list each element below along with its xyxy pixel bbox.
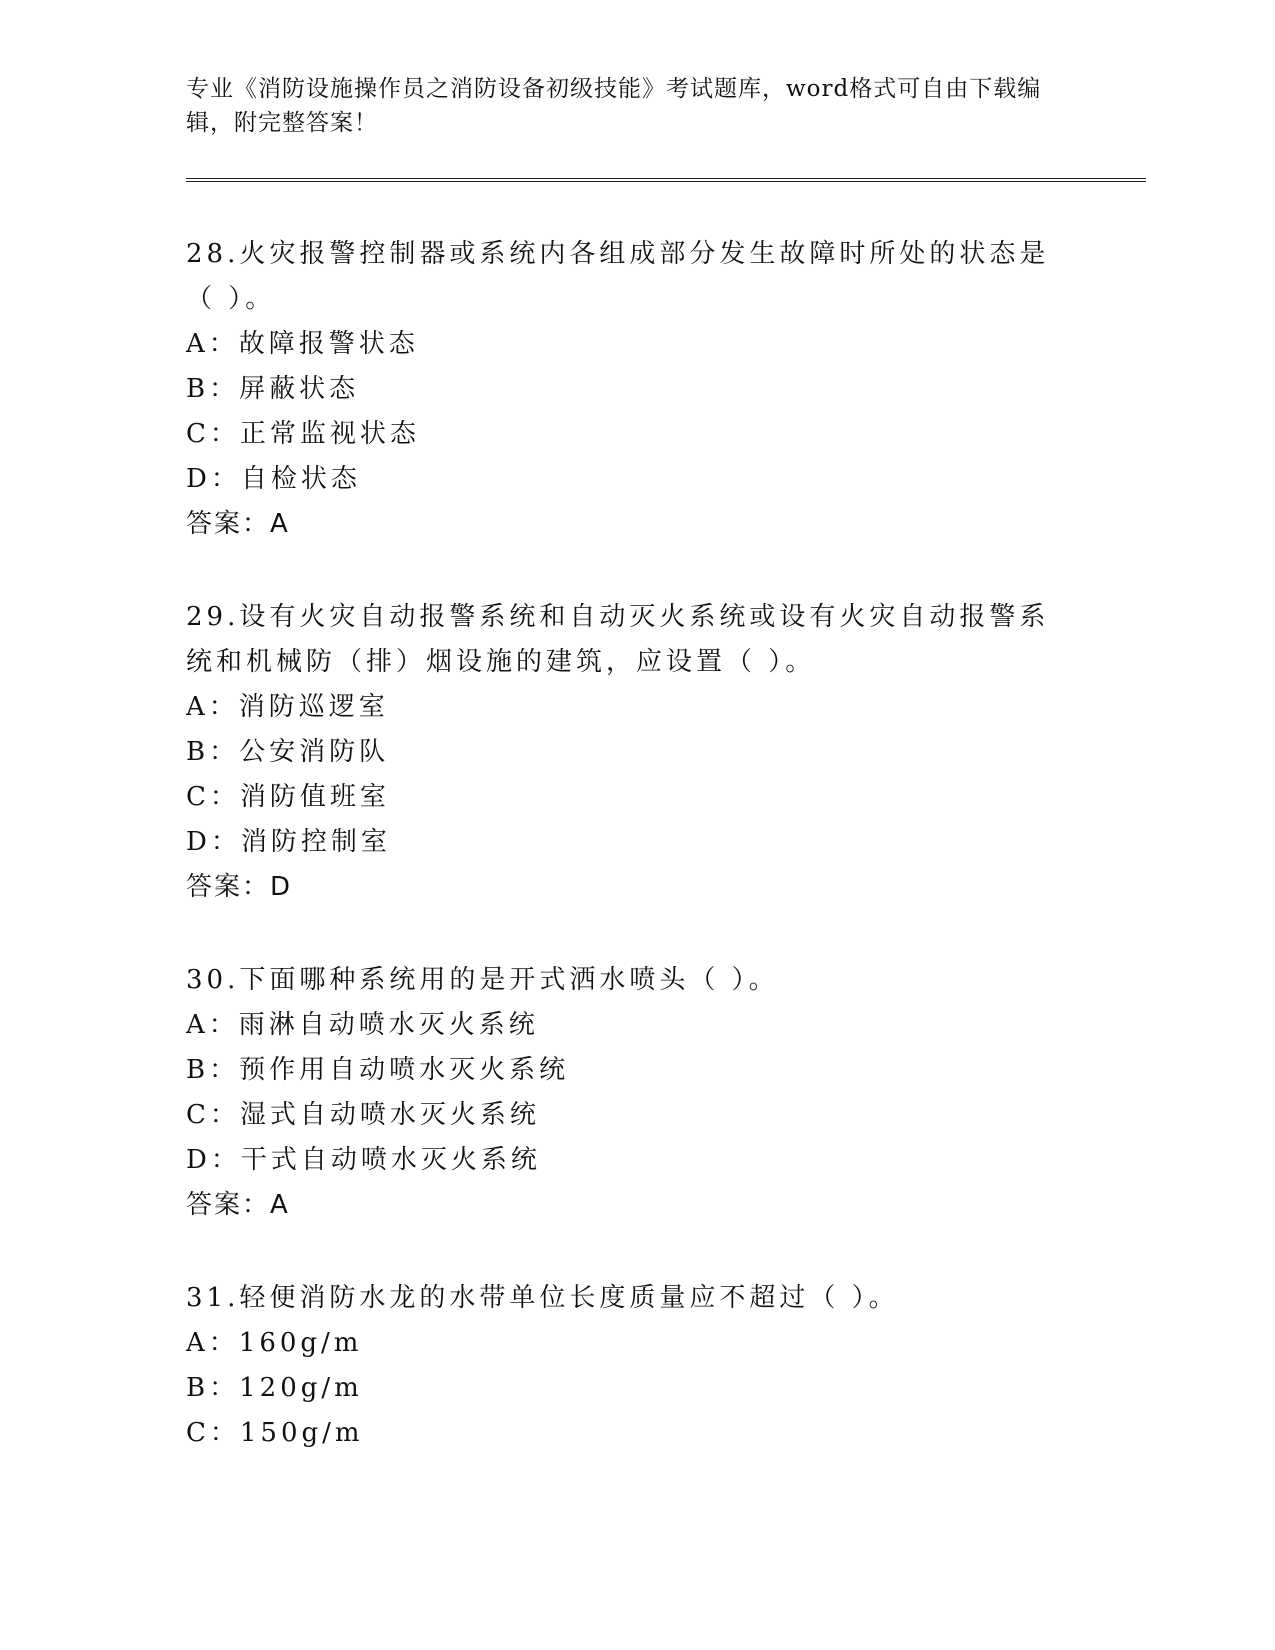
question-list	[186, 232, 1086, 1504]
question-stem: 28.火灾报警控制器或系统内各组成部分发生故障时所处的状态是（ ）。	[186, 239, 1050, 314]
question-28	[186, 232, 1086, 547]
option-a: A：雨淋自动喷水灭火系统	[186, 1010, 539, 1040]
answer-line: 答案：D	[186, 872, 293, 902]
option-b: B：预作用自动喷水灭火系统	[186, 1055, 570, 1085]
option-d: D：消防控制室	[186, 827, 391, 857]
question-stem: 29.设有火灾自动报警系统和自动灭火系统或设有火灾自动报警系统和机械防（排）烟设施的建筑，应设置（ ）。	[186, 602, 1050, 677]
option-a: A：160g/m	[186, 1328, 363, 1358]
option-c: C：消防值班室	[186, 782, 390, 812]
question-30	[186, 958, 1086, 1228]
option-c: C：湿式自动喷水灭火系统	[186, 1100, 540, 1130]
option-a: A：故障报警状态	[186, 329, 419, 359]
option-d: D：自检状态	[186, 464, 361, 494]
option-b: B：120g/m	[186, 1373, 363, 1403]
question-31	[186, 1276, 1086, 1456]
document-intro: 专业《消防设施操作员之消防设备初级技能》考试题库，word格式可自由下载编辑，附完整答案！	[186, 76, 1042, 136]
question-29	[186, 595, 1086, 910]
question-stem: 30.下面哪种系统用的是开式洒水喷头（ ）。	[186, 965, 779, 995]
answer-line: 答案：A	[186, 509, 290, 539]
option-c: C：150g/m	[186, 1418, 364, 1448]
option-b: B：屏蔽状态	[186, 374, 360, 404]
question-stem: 31.轻便消防水龙的水带单位长度质量应不超过（ ）。	[186, 1283, 899, 1313]
answer-line: 答案：A	[186, 1190, 290, 1220]
option-a: A：消防巡逻室	[186, 692, 389, 722]
option-c: C：正常监视状态	[186, 419, 420, 449]
header-divider	[186, 178, 1146, 182]
option-b: B：公安消防队	[186, 737, 390, 767]
option-d: D：干式自动喷水灭火系统	[186, 1145, 541, 1175]
